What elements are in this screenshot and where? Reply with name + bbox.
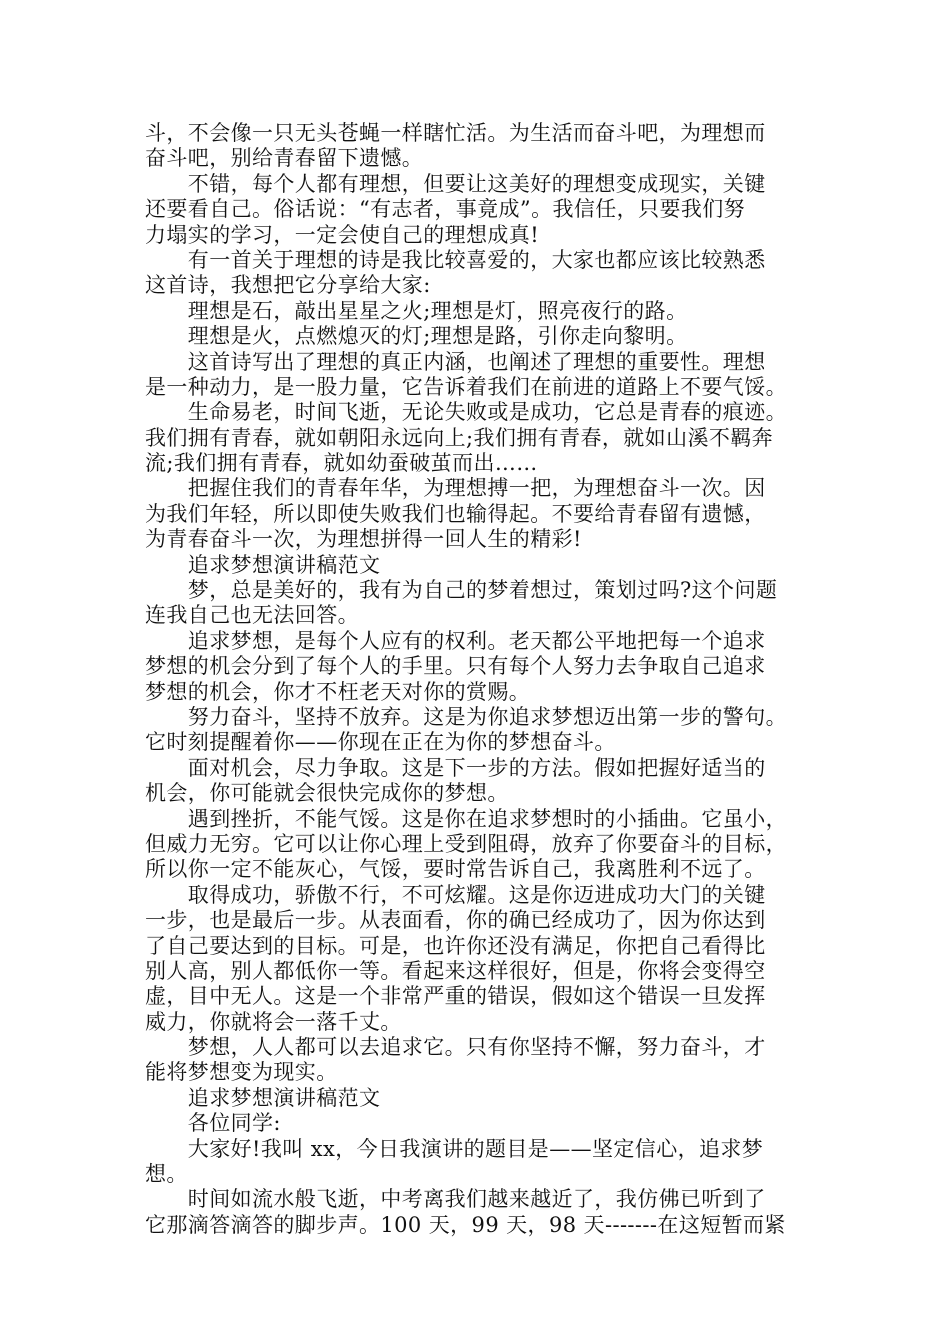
paragraph	[145, 324, 817, 349]
text-line: 梦想的机会，你才不枉老天对你的赏赐。	[145, 679, 531, 704]
paragraph	[145, 350, 817, 401]
text-line: 流;我们拥有青春，就如幼蚕破茧而出……	[145, 451, 538, 476]
text-line: 是一种动力，是一股力量，它告诉着我们在前进的道路上不要气馁。	[145, 374, 787, 399]
text-line: 有一首关于理想的诗是我比较喜爱的，大家也都应该比较熟悉	[145, 247, 766, 272]
text-line: 它时刻提醒着你——你现在正在为你的梦想奋斗。	[145, 730, 616, 755]
paragraph	[145, 1035, 817, 1086]
paragraph	[145, 1086, 817, 1111]
document-body	[145, 121, 817, 1238]
text-line: 追求梦想，是每个人应有的权利。老天都公平地把每一个追求	[145, 628, 766, 653]
text-line: 想。	[145, 1162, 188, 1187]
text-line: 面对机会，尽力争取。这是下一步的方法。假如把握好适当的	[145, 755, 766, 780]
paragraph	[145, 299, 817, 324]
paragraph	[145, 553, 817, 578]
paragraph	[145, 172, 817, 248]
paragraph	[145, 248, 817, 299]
text-line: 努力奋斗，坚持不放弃。这是为你追求梦想迈出第一步的警句。	[145, 704, 787, 729]
text-line: 梦想的机会分到了每个人的手里。只有每个人努力去争取自己追求	[145, 654, 766, 679]
text-line: 所以你一定不能灰心，气馁，要时常告诉自己，我离胜利不远了。	[145, 857, 766, 882]
paragraph	[145, 578, 817, 629]
text-line: 这首诗，我想把它分享给大家:	[145, 273, 431, 298]
text-line: 连我自己也无法回答。	[145, 603, 359, 628]
text-line: 各位同学:	[145, 1111, 281, 1136]
text-line: 它那滴答滴答的脚步声。100 天，99 天，98 天-------在这短暂而紧	[145, 1212, 786, 1237]
text-line: 别人高，别人都低你一等。看起来这样很好，但是，你将会变得空	[145, 958, 766, 983]
text-line: 梦想，人人都可以去追求它。只有你坚持不懈，努力奋斗，才	[145, 1035, 766, 1060]
paragraph	[145, 807, 817, 883]
paragraph	[145, 629, 817, 705]
text-line: 不错，每个人都有理想，但要让这美好的理想变成现实，关键	[145, 171, 766, 196]
text-line: 但威力无穷。它可以让你心理上受到阻碍，放弃了你要奋斗的目标，	[145, 831, 787, 856]
text-line: 取得成功，骄傲不行，不可炫耀。这是你迈进成功大门的关键	[145, 882, 766, 907]
text-line: 生命易老，时间飞逝，无论失败或是成功，它总是青春的痕迹。	[145, 400, 787, 425]
text-line: 追求梦想演讲稿范文	[145, 552, 381, 577]
paragraph	[145, 705, 817, 756]
text-line: 梦，总是美好的，我有为自己的梦着想过，策划过吗?这个问题	[145, 578, 778, 603]
text-line: 把握住我们的青春年华，为理想搏一把，为理想奋斗一次。因	[145, 476, 766, 501]
text-line: 理想是火，点燃熄灭的灯;理想是路，引你走向黎明。	[145, 324, 688, 349]
paragraph	[145, 883, 817, 1035]
text-line: 斗，不会像一只无头苍蝇一样瞎忙活。为生活而奋斗吧，为理想而	[145, 121, 766, 145]
text-line: 虚，目中无人。这是一个非常严重的错误，假如这个错误一旦发挥	[145, 984, 766, 1009]
text-line: 了自己要达到的目标。可是，也许你还没有满足，你把自己看得比	[145, 933, 766, 958]
text-line: 威力，你就将会一落千丈。	[145, 1009, 402, 1034]
paragraph	[145, 400, 817, 476]
paragraph	[145, 476, 817, 552]
paragraph	[145, 1187, 817, 1238]
text-line: 能将梦想变为现实。	[145, 1060, 338, 1085]
text-line: 一步，也是最后一步。从表面看，你的确已经成功了，因为你达到	[145, 908, 766, 933]
text-line: 时间如流水般飞逝，中考离我们越来越近了，我仿佛已听到了	[145, 1187, 766, 1212]
text-line: 还要看自己。俗话说：“有志者，事竟成”。我信任，只要我们努	[145, 197, 746, 222]
text-line: 奋斗吧，别给青春留下遗憾。	[145, 146, 424, 171]
text-line: 为我们年轻，所以即使失败我们也输得起。不要给青春留有遗憾，	[145, 501, 766, 526]
paragraph	[145, 1137, 817, 1188]
text-line: 遇到挫折，不能气馁。这是你在追求梦想时的小插曲。它虽小，	[145, 806, 787, 831]
text-line: 力塌实的学习，一定会使自己的理想成真!	[145, 222, 540, 247]
text-line: 理想是石，敲出星星之火;理想是灯，照亮夜行的路。	[145, 298, 688, 323]
paragraph	[145, 756, 817, 807]
text-line: 为青春奋斗一次，为理想拼得一回人生的精彩!	[145, 527, 582, 552]
paragraph	[145, 121, 817, 172]
text-line: 大家好!我叫 xx，今日我演讲的题目是——坚定信心，追求梦	[145, 1136, 764, 1161]
paragraph	[145, 1111, 817, 1136]
text-line: 追求梦想演讲稿范文	[145, 1085, 381, 1110]
text-line: 这首诗写出了理想的真正内涵，也阐述了理想的重要性。理想	[145, 349, 766, 374]
text-line: 机会，你可能就会很快完成你的梦想。	[145, 781, 509, 806]
text-line: 我们拥有青春，就如朝阳永远向上;我们拥有青春，就如山溪不羁奔	[145, 425, 774, 450]
